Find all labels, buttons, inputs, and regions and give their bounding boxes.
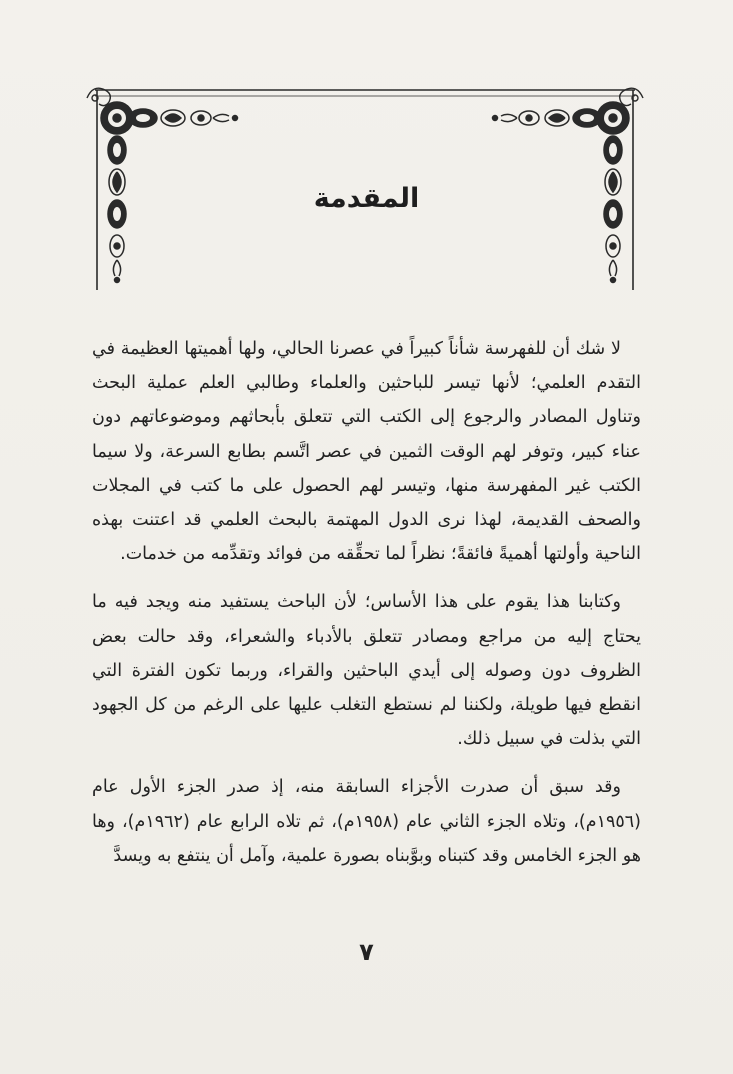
paragraph-1: لا شك أن للفهرسة شأناً كبيراً في عصرنا الحالي، ولها أهميتها العظيمة في التقدم العلمي؛ لأنها تيسر للباحثين والعلماء وطالبي العلم عملية البحث وتناول المصادر والرجوع إلى الكتب التي تتعلق بأبحاثهم وموضوعاتهم دون عناء كبير، وتوفر لهم الوقت الثمين في عصر اتَّسم بطابع السرعة، ولا سيما الكتب غير المفهرسة منها، وتيسر لهم الحصول على ما كتب في المجلات والصحف القديمة، لهذا نرى الدول المهتمة بالبحث العلمي قد اعتنت بهذه الناحية وأولتها أهميةً فائقةً؛ نظراً لما تحقِّقه من فوائد وتقدِّمه من خدمات. — [92, 339, 641, 565]
page-number: ٧ — [359, 938, 374, 966]
paragraph-2: وكتابنا هذا يقوم على هذا الأساس؛ لأن الباحث يستفيد منه ويجد فيه ما يحتاج إليه من مراجع ومصادر تتعلق بالأدباء والشعراء، وقد حالت بعض الظروف دون وصوله إلى أيدي الباحثين والقراء، وربما تكون الفترة التي انقطع فيها طويلة، ولكننا لم نستطع التغلب عليها على الرغم من كل الجهود التي بذلت في سبيل ذلك. — [92, 592, 641, 750]
body-text — [92, 332, 641, 887]
corner-scroll-right — [620, 88, 643, 105]
corner-scroll-left — [87, 88, 110, 105]
chapter-title: المقدمة — [313, 183, 420, 214]
paragraph-3: وقد سبق أن صدرت الأجزاء السابقة منه، إذ صدر الجزء الأول عام (١٩٥٦م)، وتلاه الجزء الثاني عام (١٩٥٨م)، ثم تلاه الرابع عام (١٩٦٢م)، وها هو الجزء الخامس وقد كتبناه وبوَّبناه بصورة علمية، وآمل أن ينتفع به ويسدَّ — [92, 777, 641, 866]
